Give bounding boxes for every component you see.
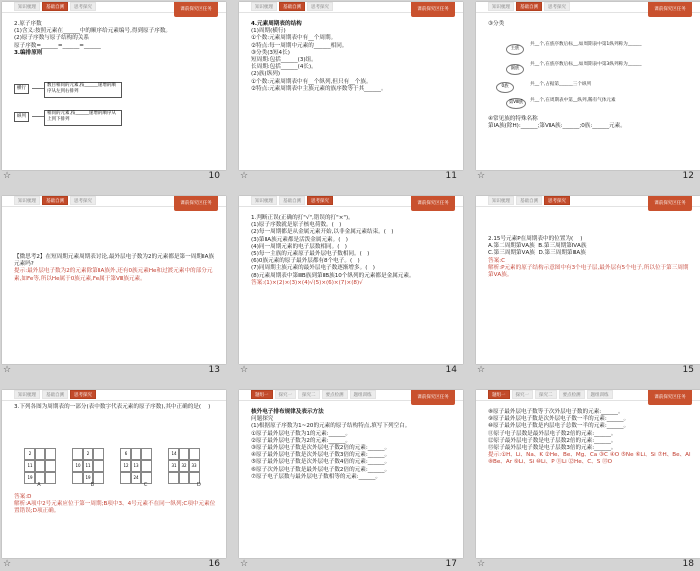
slide-page: [476, 2, 700, 170]
oval-sub: 副族: [506, 64, 524, 75]
line: ②特点:元素周期表中主族元素的族序数等于其______。: [251, 85, 387, 92]
slide-page: [476, 390, 700, 558]
tab-bar: [251, 2, 333, 11]
line: (1)根据原子序数为1~20的元素的原子结构特点,填写下列空白。: [251, 423, 411, 430]
star-icon[interactable]: ☆: [240, 171, 249, 181]
star-icon[interactable]: ☆: [3, 171, 12, 181]
tab-key-points[interactable]: 要点检测: [322, 390, 348, 399]
star-icon[interactable]: ☆: [477, 365, 486, 375]
badge: 课前探究区任务: [411, 2, 455, 17]
tab-think[interactable]: 思考探究: [544, 2, 570, 11]
star-icon[interactable]: ☆: [3, 559, 12, 569]
slide-10[interactable]: [2, 2, 226, 183]
line: ⑨原子最外层电子数是次外层电子数一半的元素:______。: [488, 416, 630, 423]
slide-18[interactable]: [476, 390, 700, 571]
tab-self-test[interactable]: 基础自测: [279, 2, 305, 11]
star-icon[interactable]: ☆: [477, 171, 486, 181]
slide-14[interactable]: [239, 196, 463, 377]
line: ⑤原子最外层电子数是次外层电子数4倍的元素:______。: [251, 459, 391, 466]
tab-group-1[interactable]: 题组一: [251, 390, 273, 399]
tab-explore-1[interactable]: 探究一: [512, 390, 534, 399]
tab-key-points[interactable]: 要点检测: [559, 390, 585, 399]
tab-knowledge[interactable]: 知识梳理: [251, 2, 277, 11]
line: 3.下列各图为周期表的一部分(表中数字代表元素的原子序数),其中正确的是( ): [14, 404, 211, 410]
line: 解析:A项中2号元素应位于第一周期;B项中3、4号元素不在同一纵列;C项中元素位置错误;D项正确。: [14, 501, 216, 515]
answer-line: 答案:C: [488, 257, 505, 264]
tab-self-test[interactable]: 基础自测: [42, 2, 68, 11]
tab-bar: [251, 390, 376, 399]
oval-text-2: 共__个,在族序数后标__,如周期表中第3纵列称为______: [530, 62, 642, 67]
line: 原子序数=______=______=______: [14, 42, 101, 49]
option-d-grid: 14 31 32 33: [168, 448, 198, 484]
line: (5)每一主族的元素原子最外层电子数相同。( ): [251, 251, 370, 258]
option-c-grid: 6 12 13 24: [120, 448, 150, 484]
line: 核外电子排布规律及表示方法: [251, 409, 324, 415]
option-label: B: [90, 482, 95, 488]
slide-number: 16: [208, 559, 220, 569]
line: (6)0族元素的原子最外层都有8个电子。( ): [251, 258, 360, 265]
slide-number: 11: [445, 171, 457, 181]
line: (2)原子序数与原子结构的关系: [14, 35, 90, 42]
line: ⑦原子电子层数与最外层电子数相等的元素:______。: [251, 473, 381, 480]
tab-bar: [14, 390, 96, 399]
badge: 课前探究区任务: [648, 2, 692, 17]
slide-page: [239, 2, 463, 170]
line: ③原子最外层电子数是次外层电子数2倍的元素:______。: [251, 445, 391, 452]
tab-knowledge[interactable]: 知识梳理: [251, 196, 277, 205]
slide-12[interactable]: [476, 2, 700, 183]
badge: 课前探究区任务: [411, 390, 455, 405]
oval-text-4: 共__个,在周期表中第__纵列,稀有气体元素: [530, 98, 616, 103]
tab-bar: [14, 196, 96, 205]
line: 【微思考2】在短周期元素周期表讨论,最外层电子数为2的元素都是第一周期ⅡA族元素吗?: [14, 254, 215, 268]
slide-13[interactable]: [2, 196, 226, 377]
tab-bar: [14, 2, 96, 11]
line: 4.元素周期表的结构: [251, 21, 302, 27]
slide-content: [14, 254, 218, 360]
tab-self-test[interactable]: 基础自测: [516, 196, 542, 205]
slide-grid: [2, 2, 700, 568]
option-label: A: [37, 482, 41, 488]
option-b-grid: 2 10 11 19: [72, 448, 102, 484]
tab-self-test[interactable]: 基础自测: [516, 2, 542, 11]
line: ①个数:元素周期表中有__个纵列,但只有__个族。: [251, 78, 372, 85]
line: ②特点:每一周期中元素的______相同。: [251, 42, 348, 49]
tab-bar: [488, 196, 570, 205]
tab-bar: [251, 196, 333, 205]
slide-answer: [14, 494, 218, 554]
tab-knowledge[interactable]: 知识梳理: [14, 390, 40, 399]
slide-page: [239, 196, 463, 364]
line: ①个数:元素周期表中有__个周期。: [251, 35, 337, 42]
badge: 课前探究区任务: [174, 2, 218, 17]
col-text: 相同的元素,按______递增的顺序从上到下排列: [44, 110, 122, 126]
tab-knowledge[interactable]: 知识梳理: [488, 196, 514, 205]
line: ③分类(3短4长): [251, 49, 290, 56]
star-icon[interactable]: ☆: [3, 365, 12, 375]
tab-knowledge[interactable]: 知识梳理: [488, 2, 514, 11]
slide-17[interactable]: [239, 390, 463, 571]
slide-page: [2, 390, 226, 558]
slide-content: [488, 409, 692, 554]
oval-main: 主族: [506, 44, 524, 55]
line: (2)族(纵列): [251, 71, 281, 78]
slide-number: 12: [682, 171, 694, 181]
star-icon[interactable]: ☆: [240, 365, 249, 375]
box-col: 纵列: [14, 112, 29, 122]
slide-page: [2, 2, 226, 170]
tab-bar: [488, 390, 613, 399]
option-labels: [24, 482, 214, 488]
line: ④常见族的特殊名称: [488, 116, 538, 122]
option-label: D: [197, 482, 201, 488]
line: ⑩原子最外层电子数是内层电子总数一半的元素:______。: [488, 423, 630, 430]
line: ③分类: [488, 21, 505, 27]
slide-page: [476, 196, 700, 364]
line: ⑥原子次外层电子数是最外层电子数2倍的元素:______。: [251, 466, 391, 473]
star-icon[interactable]: ☆: [477, 559, 486, 569]
option-label: C: [143, 482, 148, 488]
badge: 课前探究区任务: [648, 390, 692, 405]
principle-diagram: [14, 82, 124, 137]
tab-bar: [488, 2, 570, 11]
line: (2)每一周期都是从金属元素开始,以非金属元素结束。( ): [251, 229, 394, 236]
line: ①原子最外层电子数为1的元素:______。: [251, 430, 351, 437]
answer-line: 答案:D: [14, 494, 32, 500]
line: ⑬原子最外层电子数是电子层数3倍的元素:______。: [488, 445, 617, 452]
tab-group-1[interactable]: 题组一: [488, 390, 510, 399]
line: 3.编排原则: [14, 49, 43, 56]
line: 短周期:包括______(3)组。: [251, 57, 317, 64]
line: (3)第ⅡA族元素都是活泼金属元素。( ): [251, 236, 348, 243]
line: (4)同一周期元素的电子层数相同。( ): [251, 243, 347, 250]
slide-number: 15: [682, 365, 694, 375]
oval-viii: 第Ⅷ族: [506, 98, 526, 109]
tab-think[interactable]: 思考探究: [307, 2, 333, 11]
line: 问题探究: [251, 416, 274, 423]
line: ②原子最外层电子数为2的元素:______。: [251, 437, 351, 444]
slide-page: [2, 196, 226, 364]
line: ⑫原子最外层电子数是电子层数2倍的元素:______。: [488, 437, 617, 444]
tab-explore-1[interactable]: 探究一: [275, 390, 297, 399]
oval-text-3: 共__个,占据第______三个纵列: [530, 82, 592, 87]
slide-11[interactable]: [239, 2, 463, 183]
line: (1)周期(横行): [251, 28, 286, 35]
slide-16[interactable]: [2, 390, 226, 571]
line: 2.15号元素P在周期表中的位置为( ): [488, 236, 583, 242]
tab-think[interactable]: 思考探究: [70, 390, 96, 399]
badge: 课前探究区任务: [174, 196, 218, 211]
tab-knowledge[interactable]: 知识梳理: [14, 2, 40, 11]
tab-explore-2[interactable]: 探究二: [298, 390, 320, 399]
slide-number: 18: [682, 559, 694, 569]
tab-think[interactable]: 思考探究: [70, 196, 96, 205]
slide-content: [251, 21, 455, 166]
special-names: [488, 116, 688, 130]
line: 2.原子序数: [14, 21, 42, 27]
answer-line: 答案:(1)×(2)×(3)×(4)√(5)×(6)×(7)×(8)√: [251, 279, 363, 286]
line: ⑧原子最外层电子数等于次外层电子数的元素:______。: [488, 409, 624, 415]
slide-number: 10: [208, 171, 220, 181]
line: 长周期:包括______(4长)。: [251, 64, 317, 71]
badge: 课前探究区任务: [411, 196, 455, 211]
slide-content: [488, 236, 692, 360]
row-text: 数目相同的元素,按______递增的顺序从左到右排列: [44, 82, 122, 98]
star-icon[interactable]: ☆: [240, 559, 249, 569]
tab-think[interactable]: 思考探究: [544, 196, 570, 205]
tab-think[interactable]: 思考探究: [70, 2, 96, 11]
hint-line: 提示:①H、Li、Na、K ②He、Be、Mg、Ca ③C ④O ⑤Ne ⑥Li、Si ⑦H、Be、Al ⑧Be、Ar ⑨Li、Si ⑩Li、P ⑪Li ⑫He、C、S ⑬O: [488, 452, 693, 466]
box-row: 横行: [14, 84, 29, 94]
oval-zero: 0族: [496, 82, 514, 93]
line: 提示:最外层电子数为2的元素除第ⅡA族外,还有0族元素He和过渡元素中的部分元素,如Fe等,所以He属于0族元素,Fe属于第Ⅷ族元素。: [14, 268, 213, 282]
tab-knowledge[interactable]: 知识梳理: [14, 196, 40, 205]
line: ④原子最外层电子数是次外层电子数3倍的元素:______。: [251, 452, 391, 459]
tab-think[interactable]: 思考探究: [307, 196, 333, 205]
line: 解析:P元素的原子结构示意图中有3个电子层,最外层有5个电子,所以位于第三周期第ⅤA族。: [488, 264, 689, 279]
line: 1.判断正误(正确的打"√",错误的打"×")。: [251, 215, 354, 221]
slide-number: 17: [445, 559, 457, 569]
slide-page: [239, 390, 463, 558]
tab-training[interactable]: 题组训练: [350, 390, 376, 399]
badge: 课前探究区任务: [648, 196, 692, 211]
slide-15[interactable]: [476, 196, 700, 377]
line: A.第二周期第ⅤA族 B.第三周期第ⅣA族: [488, 243, 587, 250]
line: 第ⅠA族(除H):______;第ⅦA族:______;0族:______元素。: [488, 123, 626, 130]
option-a-grid: 2 11 19: [24, 448, 54, 484]
line: (7)同周期主族元素的最外层电子数逐渐增多。( ): [251, 265, 375, 272]
tab-self-test[interactable]: 基础自测: [279, 196, 305, 205]
tab-explore-2[interactable]: 探究二: [535, 390, 557, 399]
oval-text-1: 共__个,在族序数后标__,如周期表中第1纵列称为______: [530, 42, 642, 47]
tab-self-test[interactable]: 基础自测: [42, 390, 68, 399]
slide-number: 13: [208, 365, 220, 375]
line: (8)元素周期表中第ⅢB族到第ⅡB族10个纵列的元素都是金属元素。: [251, 272, 415, 279]
line: (1)原子序数就是原子核电荷数。( ): [251, 222, 342, 229]
slide-content: [251, 409, 455, 554]
line: C.第三周期第ⅤA族 D.第三周期第ⅢA族: [488, 250, 586, 257]
tab-training[interactable]: 题组训练: [587, 390, 613, 399]
line: (1)含义:按照元素在______中的顺序给元素编号,得到原子序数。: [14, 28, 172, 35]
line: ⑪原子电子层数是最外层电子数2倍的元素:______。: [488, 430, 617, 437]
slide-number: 14: [445, 365, 457, 375]
slide-content: [251, 215, 455, 360]
tab-self-test[interactable]: 基础自测: [42, 196, 68, 205]
